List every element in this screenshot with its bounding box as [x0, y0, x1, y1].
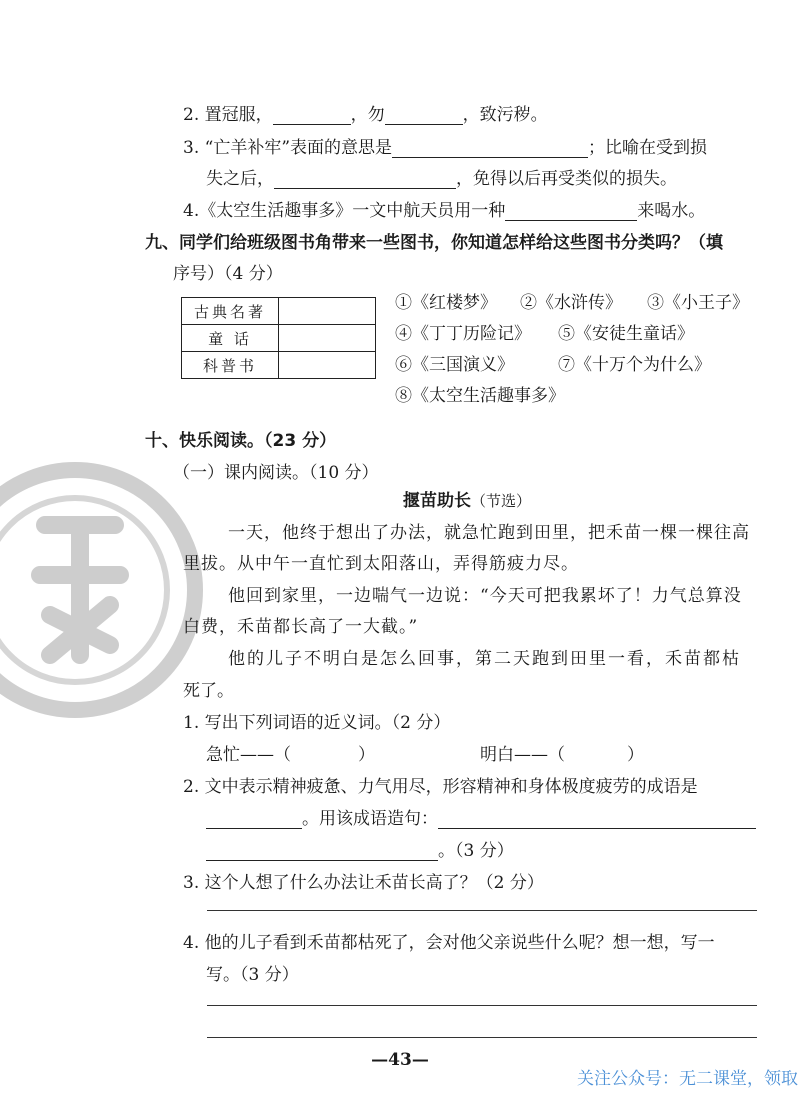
q8-item-3-cont	[206, 164, 677, 189]
answer-line[interactable]	[207, 1005, 757, 1006]
answer-blank[interactable]	[206, 810, 302, 829]
book-item: ⑤《安徒生童话》	[558, 324, 694, 344]
answer-blank[interactable]	[385, 106, 463, 125]
category-label: 科普书	[182, 352, 279, 379]
sub-question-2-end	[206, 836, 514, 861]
stamp-seal	[0, 455, 210, 725]
book-item: ⑦《十万个为什么》	[558, 355, 711, 375]
answer-blank[interactable]	[392, 139, 588, 158]
passage-title-text: 揠苗助长	[403, 491, 471, 511]
passage-line: 里拔。从中午一直忙到太阳落山，弄得筋疲力尽。	[183, 554, 579, 574]
answer-blank[interactable]	[274, 170, 456, 189]
passage-line: 他的儿子不明白是怎么回事，第二天跑到田里一看，禾苗都枯	[228, 649, 741, 669]
book-item: ③《小王子》	[647, 293, 749, 313]
answer-line[interactable]	[207, 1037, 757, 1038]
q9-title-cont: 序号）（4 分）	[173, 264, 283, 284]
q8-item-3-text: 3. “亡羊补牢”表面的意思是	[183, 138, 393, 158]
q8-item-2-text: ，致污秽。	[462, 105, 548, 125]
sub-question-2-cont	[206, 804, 756, 829]
sub-question-4-cont: 写。（3 分）	[206, 965, 299, 985]
category-label: 童 话	[182, 325, 279, 352]
q10-subtitle: （一）课内阅读。（10 分）	[173, 463, 379, 483]
sub-question-4: 4. 他的儿子看到禾苗都枯死了，会对他父亲说些什么呢？想一想，写一	[183, 933, 715, 953]
q8-item-4-text: 4.《太空生活趣事多》一文中航天员用一种	[183, 201, 506, 221]
q8-item-3-text: ；比喻在受到损	[588, 138, 708, 158]
watermark-text: 关注公众号：无二课堂，领取	[577, 1069, 798, 1089]
q8-item-3	[183, 133, 707, 158]
passage-line: 死了。	[183, 681, 234, 701]
passage-line: 白费，禾苗都长高了一大截。”	[183, 617, 419, 637]
sub-question-1: 1. 写出下列词语的近义词。（2 分）	[183, 713, 451, 733]
answer-cell[interactable]	[279, 325, 376, 352]
q8-item-2-text: ，勿	[350, 105, 385, 125]
sub-question-2: 2. 文中表示精神疲惫、力气用尽，形容精神和身体极度疲劳的成语是	[183, 777, 698, 797]
answer-blank[interactable]	[273, 106, 351, 125]
q8-item-2	[183, 100, 548, 125]
synonym-prompt: 明白——（	[480, 745, 565, 765]
book-item: ⑧《太空生活趣事多》	[395, 386, 565, 406]
passage-line: 他回到家里，一边喘气一边说：“今天可把我累坏了！力气总算没	[228, 586, 742, 606]
book-item: ②《水浒传》	[520, 293, 622, 313]
sub-question-2-text: 。（3 分）	[438, 841, 514, 861]
q8-item-2-text: 2. 置冠服，	[183, 105, 273, 125]
q8-item-3-text: ，免得以后再受类似的损失。	[456, 169, 677, 189]
page-number: —43—	[371, 1050, 429, 1070]
passage-title	[403, 486, 531, 511]
answer-cell[interactable]	[279, 298, 376, 325]
answer-line[interactable]	[207, 910, 757, 911]
q8-item-4	[183, 196, 705, 221]
answer-blank[interactable]	[206, 842, 438, 861]
book-item: ①《红楼梦》	[395, 293, 497, 313]
book-item: ④《丁丁历险记》	[395, 324, 531, 344]
answer-blank[interactable]	[505, 202, 637, 221]
synonym-close: ）	[358, 745, 375, 765]
synonym-close: ）	[627, 745, 644, 765]
sub-question-2-text: 。用该成语造句：	[302, 809, 438, 829]
q8-item-3-text: 失之后，	[206, 169, 274, 189]
category-label: 古典名著	[182, 298, 279, 325]
passage-note: （节选）	[471, 492, 532, 510]
answer-blank[interactable]	[438, 810, 756, 829]
book-item: ⑥《三国演义》	[395, 355, 514, 375]
q9-title: 九、同学们给班级图书角带来一些图书，你知道怎样给这些图书分类吗？（填	[145, 233, 723, 253]
sub-question-3: 3. 这个人想了什么办法让禾苗长高了？（2 分）	[183, 873, 544, 893]
answer-cell[interactable]	[279, 352, 376, 379]
q8-item-4-text: 来喝水。	[637, 201, 706, 221]
synonym-prompt: 急忙——（	[206, 745, 291, 765]
q10-title: 十、快乐阅读。（23 分）	[145, 431, 337, 451]
passage-line: 一天，他终于想出了办法，就急忙跑到田里，把禾苗一棵一棵往高	[228, 523, 750, 543]
category-table	[181, 297, 376, 379]
